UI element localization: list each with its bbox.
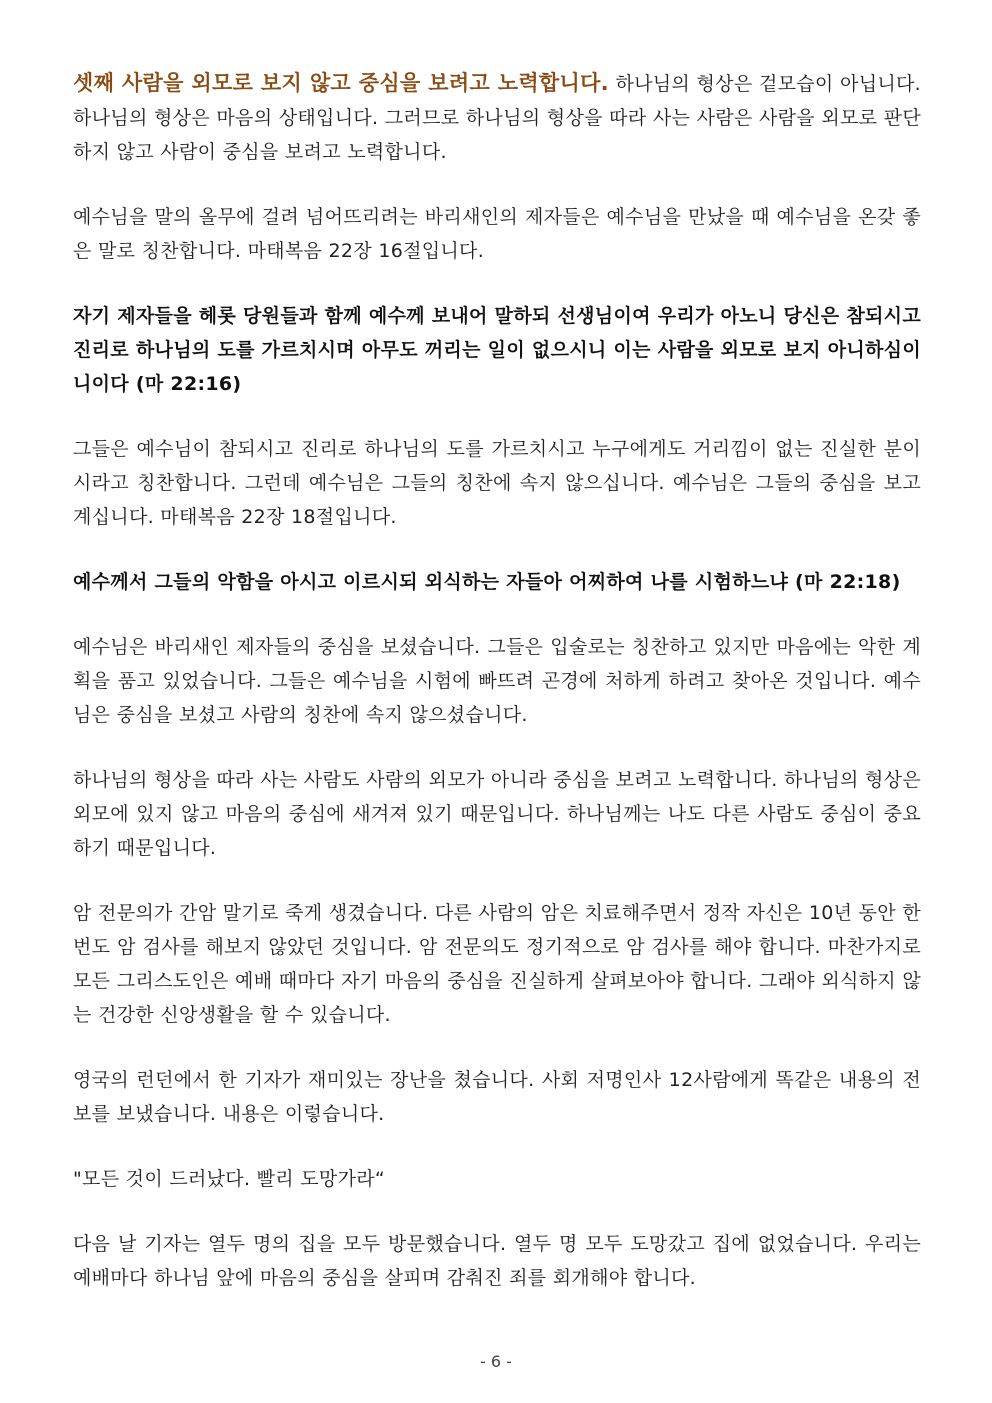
paragraph-7: 하나님의 형상을 따라 사는 사람도 사람의 외모가 아니라 중심을 보려고 노력합니다. 하나님의 형상은 외모에 있지 않고 마음의 중심에 새겨져 있기 때문입니다. 하나님께는 나도 다른 사람도 중심이 중요하기 때문입니다. [73,769,921,859]
page-number: - 6 - [480,1352,512,1371]
paragraph-4: 그들은 예수님이 참되시고 진리로 하나님의 도를 가르치시고 누구에게도 거리낌이 없는 진실한 분이시라고 칭찬합니다. 그런데 예수님은 그들의 칭찬에 속지 않으십니다. 예수님은 그들의 중심을 보고 계십니다. 마태복음 22장 18절입니다. [73,438,921,528]
telegram-quote: "모든 것이 드러났다. 빨리 도망가라“ [73,1168,386,1190]
paragraph-9: 영국의 런던에서 한 기자가 재미있는 장난을 쳤습니다. 사회 저명인사 12사람에게 똑같은 내용의 전보를 보냈습니다. 내용은 이렇습니다. [73,1069,921,1125]
section-heading: 셋째 사람을 외모로 보지 않고 중심을 보려고 노력합니다. [73,71,609,95]
document-body [73,66,921,1326]
paragraph-1-text: 하나님의 형상은 겉모습이 아닙니다. 하나님의 형상은 마음의 상태입니다. 그러므로 하나님의 형상을 따라 사는 사람은 사람을 외모로 판단하지 않고 사람이 중심을 보려고 노력합니다. [73,73,922,163]
scripture-quote-1: 자기 제자들을 헤롯 당원들과 함께 예수께 보내어 말하되 선생님이여 우리가 아노니 당신은 참되시고 진리로 하나님의 도를 가르치시며 아무도 꺼리는 일이 없으시니 이는 사람을 외모로 보지 아니하심이니이다 (마 22:16) [73,305,921,395]
paragraph-6: 예수님은 바리새인 제자들의 중심을 보셨습니다. 그들은 입술로는 칭찬하고 있지만 마음에는 악한 계획을 품고 있었습니다. 그들은 예수님을 시험에 빠뜨려 곤경에 처하게 하려고 찾아온 것입니다. 예수님은 중심을 보셨고 사람의 칭찬에 속지 않으셨습니다. [73,636,921,726]
paragraph-8: 암 전문의가 간암 말기로 죽게 생겼습니다. 다른 사람의 암은 치료해주면서 정작 자신은 10년 동안 한 번도 암 검사를 해보지 않았던 것입니다. 암 전문의도 정기적으로 암 검사를 해야 합니다. 마찬가지로 모든 그리스도인은 예배 때마다 자기 마음의 중심을 진실하게 살펴보아야 합니다. 그래야 외식하지 않는 건강한 신앙생활을 할 수 있습니다. [73,902,921,1026]
scripture-quote-2: 예수께서 그들의 악함을 아시고 이르시되 외식하는 자들아 어찌하여 나를 시험하느냐 (마 22:18) [73,571,901,593]
paragraph-11: 다음 날 기자는 열두 명의 집을 모두 방문했습니다. 열두 명 모두 도망갔고 집에 없었습니다. 우리는 예배마다 하나님 앞에 마음의 중심을 살피며 감춰진 죄를 회개해야 합니다. [73,1233,921,1289]
paragraph-2: 예수님을 말의 올무에 걸려 넘어뜨리려는 바리새인의 제자들은 예수님을 만났을 때 예수님을 온갖 좋은 말로 칭찬합니다. 마태복음 22장 16절입니다. [73,206,921,262]
paragraph-1 [73,66,921,169]
